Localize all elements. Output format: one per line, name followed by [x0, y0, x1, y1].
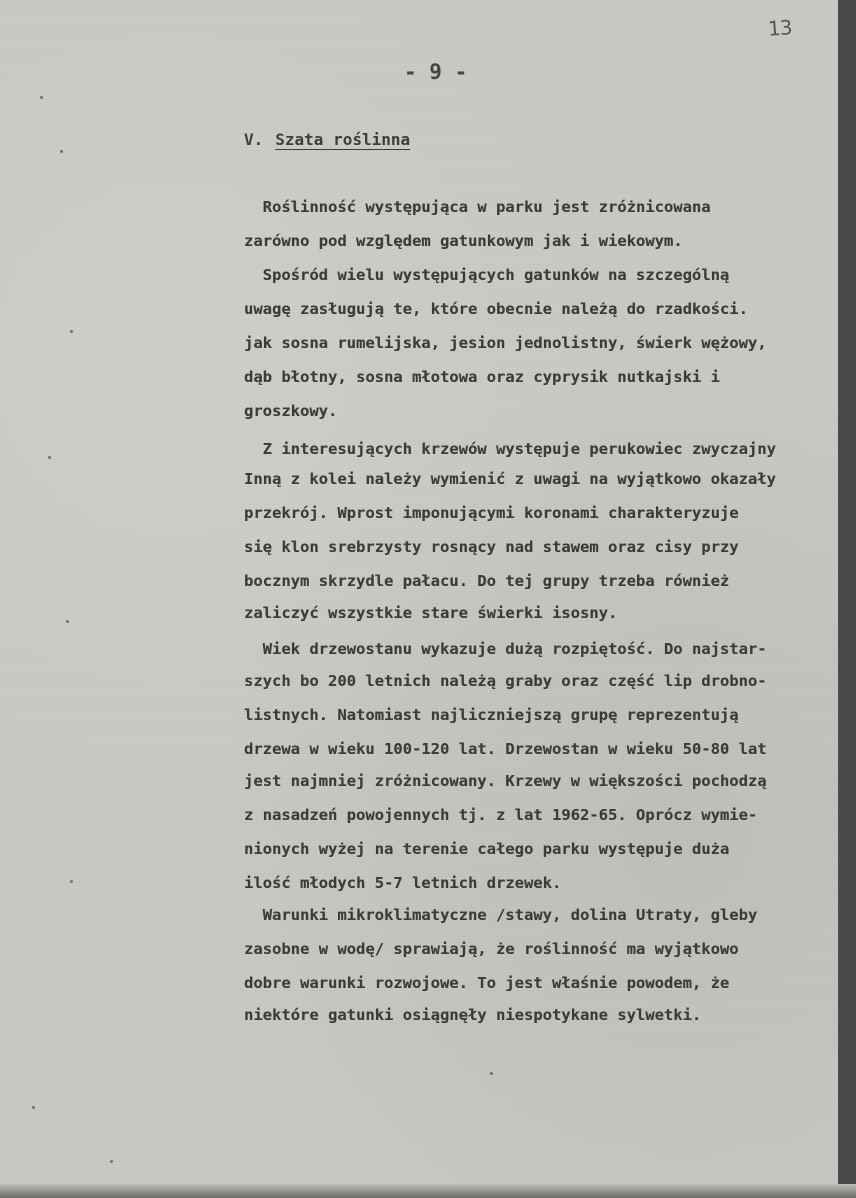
body-line: dobre warunki rozwojowe. To jest właśnie powodem, że: [244, 974, 730, 992]
body-line: szych bo 200 letnich należą graby oraz część lip drobno-: [244, 672, 767, 690]
body-line: dąb błotny, sosna młotowa oraz cyprysik nutkajski i: [244, 368, 720, 386]
body-line: drzewa w wieku 100-120 lat. Drzewostan w wieku 50-80 lat: [244, 740, 767, 758]
scan-speck: [48, 456, 51, 459]
body-line: Z interesujących krzewów występuje perukowiec zwyczajny: [244, 440, 776, 458]
body-line: przekrój. Wprost imponującymi koronami charakteryzuje: [244, 504, 739, 522]
scan-speck: [70, 880, 73, 883]
scan-speck: [70, 330, 73, 333]
body-line: Wiek drzewostanu wykazuje dużą rozpiętość. Do najstar-: [244, 640, 767, 658]
body-line: ilość młodych 5-7 letnich drzewek.: [244, 874, 562, 892]
body-line: się klon srebrzysty rosnący nad stawem oraz cisy przy: [244, 538, 739, 556]
section-title: Szata roślinna: [275, 130, 411, 149]
body-line: jest najmniej zróżnicowany. Krzewy w większości pochodzą: [244, 772, 767, 790]
body-line: zasobne w wodę/ sprawiają, że roślinność ma wyjątkowo: [244, 940, 739, 958]
scan-edge-bottom: [0, 1184, 856, 1198]
body-line: zarówno pod względem gatunkowym jak i wiekowym.: [244, 232, 683, 250]
body-line: listnych. Natomiast najliczniejszą grupę reprezentują: [244, 706, 739, 724]
section-heading: [244, 130, 410, 149]
body-line: z nasadzeń powojennych tj. z lat 1962-65. Oprócz wymie-: [244, 806, 758, 824]
archive-folio-number: 13: [767, 15, 793, 41]
body-line: Inną z kolei należy wymienić z uwagi na wyjątkowo okazały: [244, 470, 776, 488]
body-line: Spośród wielu występujących gatunków na szczególną: [244, 266, 730, 284]
body-line: uwagę zasługują te, które obecnie należą do rzadkości.: [244, 300, 748, 318]
body-line: niektóre gatunki osiągnęły niespotykane sylwetki.: [244, 1006, 702, 1024]
section-number: V.: [244, 130, 264, 149]
body-line: zaliczyć wszystkie stare świerki isosny.: [244, 604, 618, 622]
scan-edge-right: [838, 0, 856, 1198]
body-line: groszkowy.: [244, 402, 338, 420]
scan-speck: [32, 1106, 35, 1109]
body-line: Warunki mikroklimatyczne /stawy, dolina Utraty, gleby: [244, 906, 758, 924]
body-line: bocznym skrzydle pałacu. Do tej grupy trzeba również: [244, 572, 730, 590]
body-line: nionych wyżej na terenie całego parku występuje duża: [244, 840, 730, 858]
page-number: - 9 -: [404, 60, 468, 84]
scan-speck: [490, 1072, 493, 1075]
scan-speck: [110, 1160, 113, 1163]
body-line: Roślinność występująca w parku jest zróżnicowana: [244, 198, 711, 216]
scan-speck: [40, 96, 43, 99]
body-line: jak sosna rumelijska, jesion jednolistny, świerk wężowy,: [244, 334, 767, 352]
scan-speck: [66, 620, 69, 623]
scan-speck: [60, 150, 63, 153]
